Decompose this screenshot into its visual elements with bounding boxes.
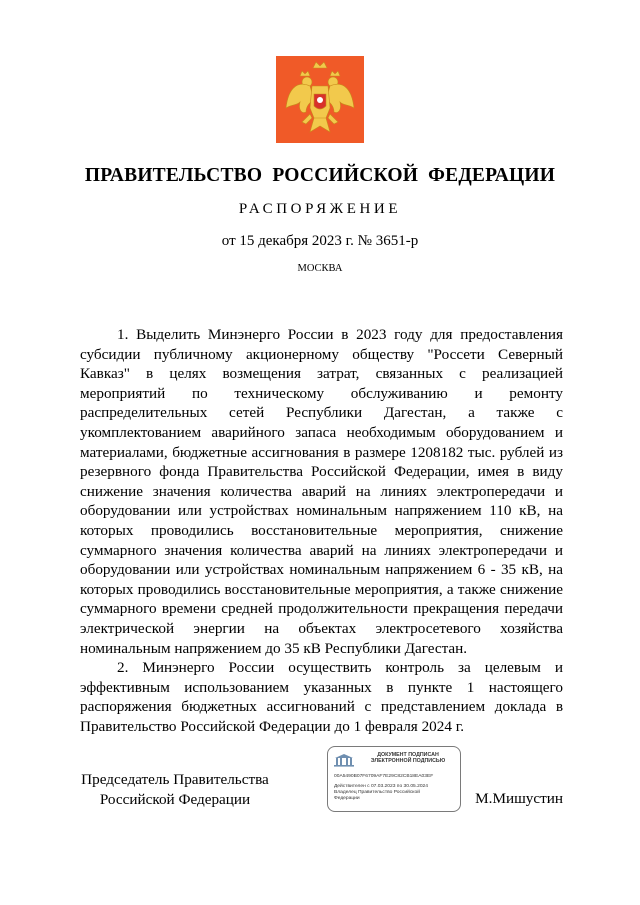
document-type: РАСПОРЯЖЕНИЕ xyxy=(238,201,402,217)
signatory-name: М.Мишустин xyxy=(475,790,563,807)
stamp-owner-line-1: Владелец Правительство Российской xyxy=(334,790,420,795)
digital-signature-stamp xyxy=(327,746,461,812)
position-line-2: Российской Федерации xyxy=(99,790,251,808)
paragraph-2: 2. Минэнерго России осуществить контроль за целевым и эффективным использованием указанных в пункте 1 настоящего распоряжения бюджетных ассигнований с представлением доклада в Правительство Российской Федерации до 1 февраля 2024 г. xyxy=(80,659,563,735)
coat-of-arms-russia-icon xyxy=(276,56,364,143)
document-city: МОСКВА xyxy=(297,263,343,274)
stamp-owner-line-2: Федерации xyxy=(334,796,360,801)
stamp-title xyxy=(358,752,458,765)
stamp-title-line-1: ДОКУМЕНТ ПОДПИСАН xyxy=(377,752,439,758)
document-body xyxy=(80,325,563,736)
signatory-position xyxy=(80,770,270,809)
position-line-1: Председатель Правительства xyxy=(81,771,269,788)
stamp-serial: 00A5490B07F6709AF7E29C82CB18EA03EF xyxy=(334,774,434,779)
stamp-validity: Действителен с 07.03.2023 по 30.05.2024 xyxy=(334,784,428,789)
government-title: ПРАВИТЕЛЬСТВО РОССИЙСКОЙ ФЕДЕРАЦИИ xyxy=(84,165,556,186)
government-building-icon xyxy=(333,753,355,767)
stamp-title-line-2: ЭЛЕКТРОННОЙ ПОДПИСЬЮ xyxy=(370,758,446,765)
document-date-number: от 15 декабря 2023 г. № 3651-р xyxy=(221,233,419,249)
paragraph-1: 1. Выделить Минэнерго России в 2023 году для предоставления субсидии публичному акционерному обществу "Россети Северный Кавказ" в целях возмещения затрат, связанных с реализацией мероприятий по техническому обслуживанию и ремонту распределительных сетей Республики Дагестан, а также с укомплектованием аварийного запаса необходимым оборудованием и материалами, бюджетные ассигнования в размере 1208182 тыс. рублей из резервного фонда Правительства Российской Федерации, имея в виду снижение значения количества аварий на линиях электропередачи и оборудовании или устройствах номинальным напряжением 110 кВ, на которых проводились восстановительные мероприятия, снижение суммарного значения количества аварий на линиях электропередачи и оборудовании или устройствах номинальным напряжением 6 - 35 кВ, на которых проводились восстановительные мероприятия, а также снижение суммарного времени средней продолжительности прекращения передачи электрической энергии на объектах электросетевого хозяйства номинальным напряжением до 35 кВ Республики Дагестан. xyxy=(80,326,563,657)
